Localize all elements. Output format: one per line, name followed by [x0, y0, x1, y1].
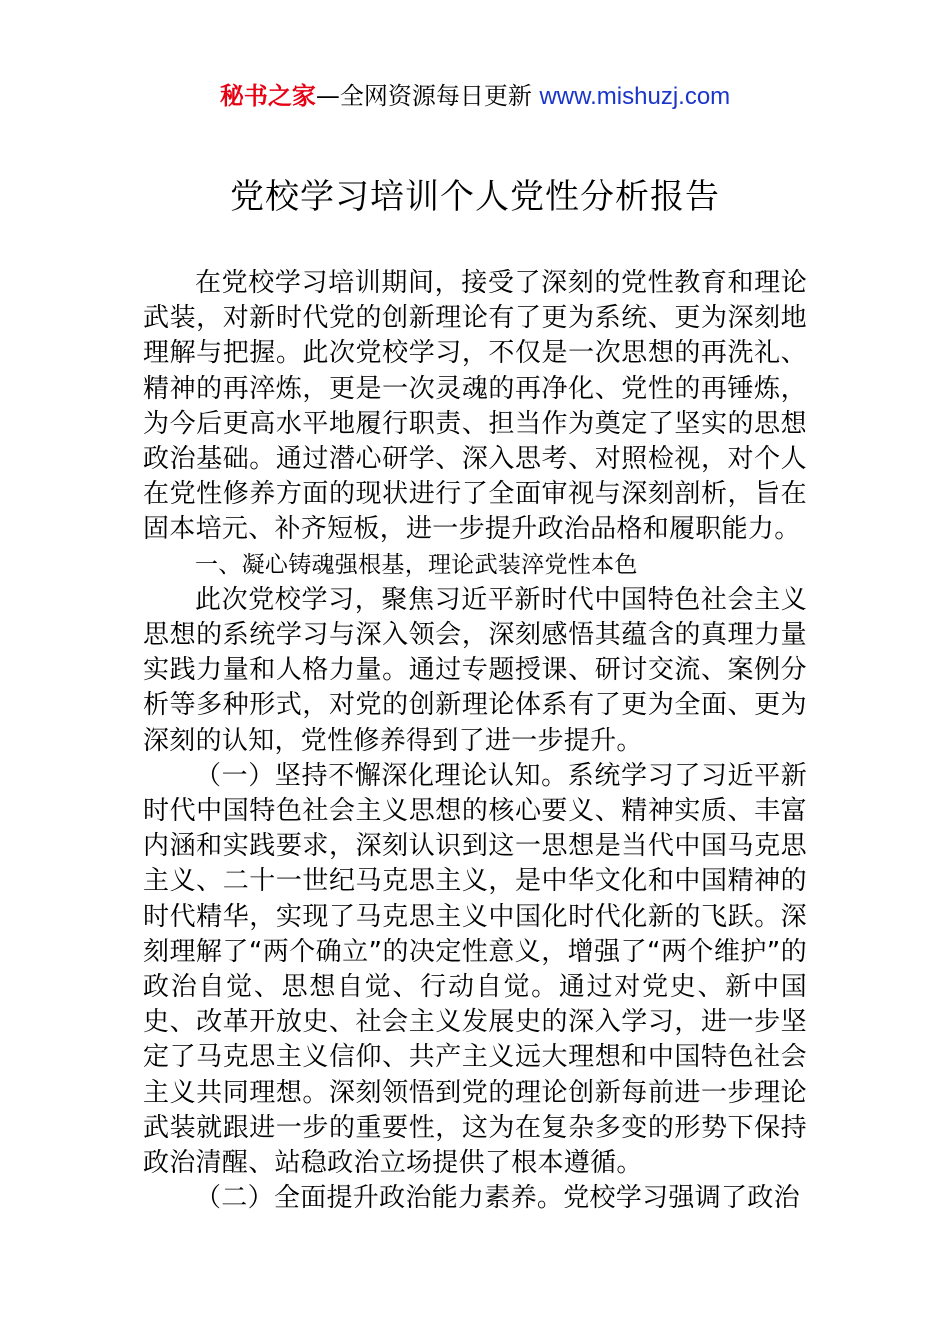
intro-paragraph: 在党校学习培训期间，接受了深刻的党性教育和理论武装，对新时代党的创新理论有了更为系统、更为深刻地理解与把握。此次党校学习，不仅是一次思想的再洗礼、精神的再淬炼，更是一次灵魂的再净化、党性的再锤炼，为今后更高水平地履行职责、担当作为奠定了坚实的思想政治基础。通过潜心研学、深入思考、对照检视，对个人在党性修养方面的现状进行了全面审视与深刻剖析，旨在固本培元、补齐短板，进一步提升政治品格和履职能力。: [143, 268, 807, 545]
section-paragraph: 此次党校学习，聚焦习近平新时代中国特色社会主义思想的系统学习与深入领会，深刻感悟其蕴含的真理力量实践力量和人格力量。通过专题授课、研讨交流、案例分析等多种形式，对党的创新理论体系有了更为全面、更为深刻的认知，党性修养得到了进一步提升。: [143, 584, 807, 756]
header-tagline: —全网资源每日更新: [315, 82, 540, 110]
site-header: [0, 80, 950, 113]
document-title: 党校学习培训个人党性分析报告: [230, 177, 720, 217]
document-body: [143, 266, 807, 1216]
subsection-paragraph: （二）全面提升政治能力素养。党校学习强调了政治: [195, 1183, 800, 1214]
brand-name: 秘书之家: [219, 82, 316, 110]
section-heading: 一、凝心铸魂强根基，理论武装淬党性本色: [195, 551, 638, 578]
subsection-paragraph: （一）坚持不懈深化理论认知。系统学习了习近平新时代中国特色社会主义思想的核心要义、精神实质、丰富内涵和实践要求，深刻认识到这一思想是当代中国马克思主义、二十一世纪马克思主义，是中华文化和中国精神的时代精华，实现了马克思主义中国化时代化新的飞跃。深刻理解了“两个确立”的决定性意义，增强了“两个维护”的政治自觉、思想自觉、行动自觉。通过对党史、新中国史、改革开放史、社会主义发展史的深入学习，进一步坚定了马克思主义信仰、共产主义远大理想和中国特色社会主义共同理想。深刻领悟到党的理论创新每前进一步理论武装就跟进一步的重要性，这为在复杂多变的形势下保持政治清醒、站稳政治立场提供了根本遵循。: [143, 760, 807, 1179]
website-link[interactable]: www.mishuzj.com: [539, 83, 731, 110]
